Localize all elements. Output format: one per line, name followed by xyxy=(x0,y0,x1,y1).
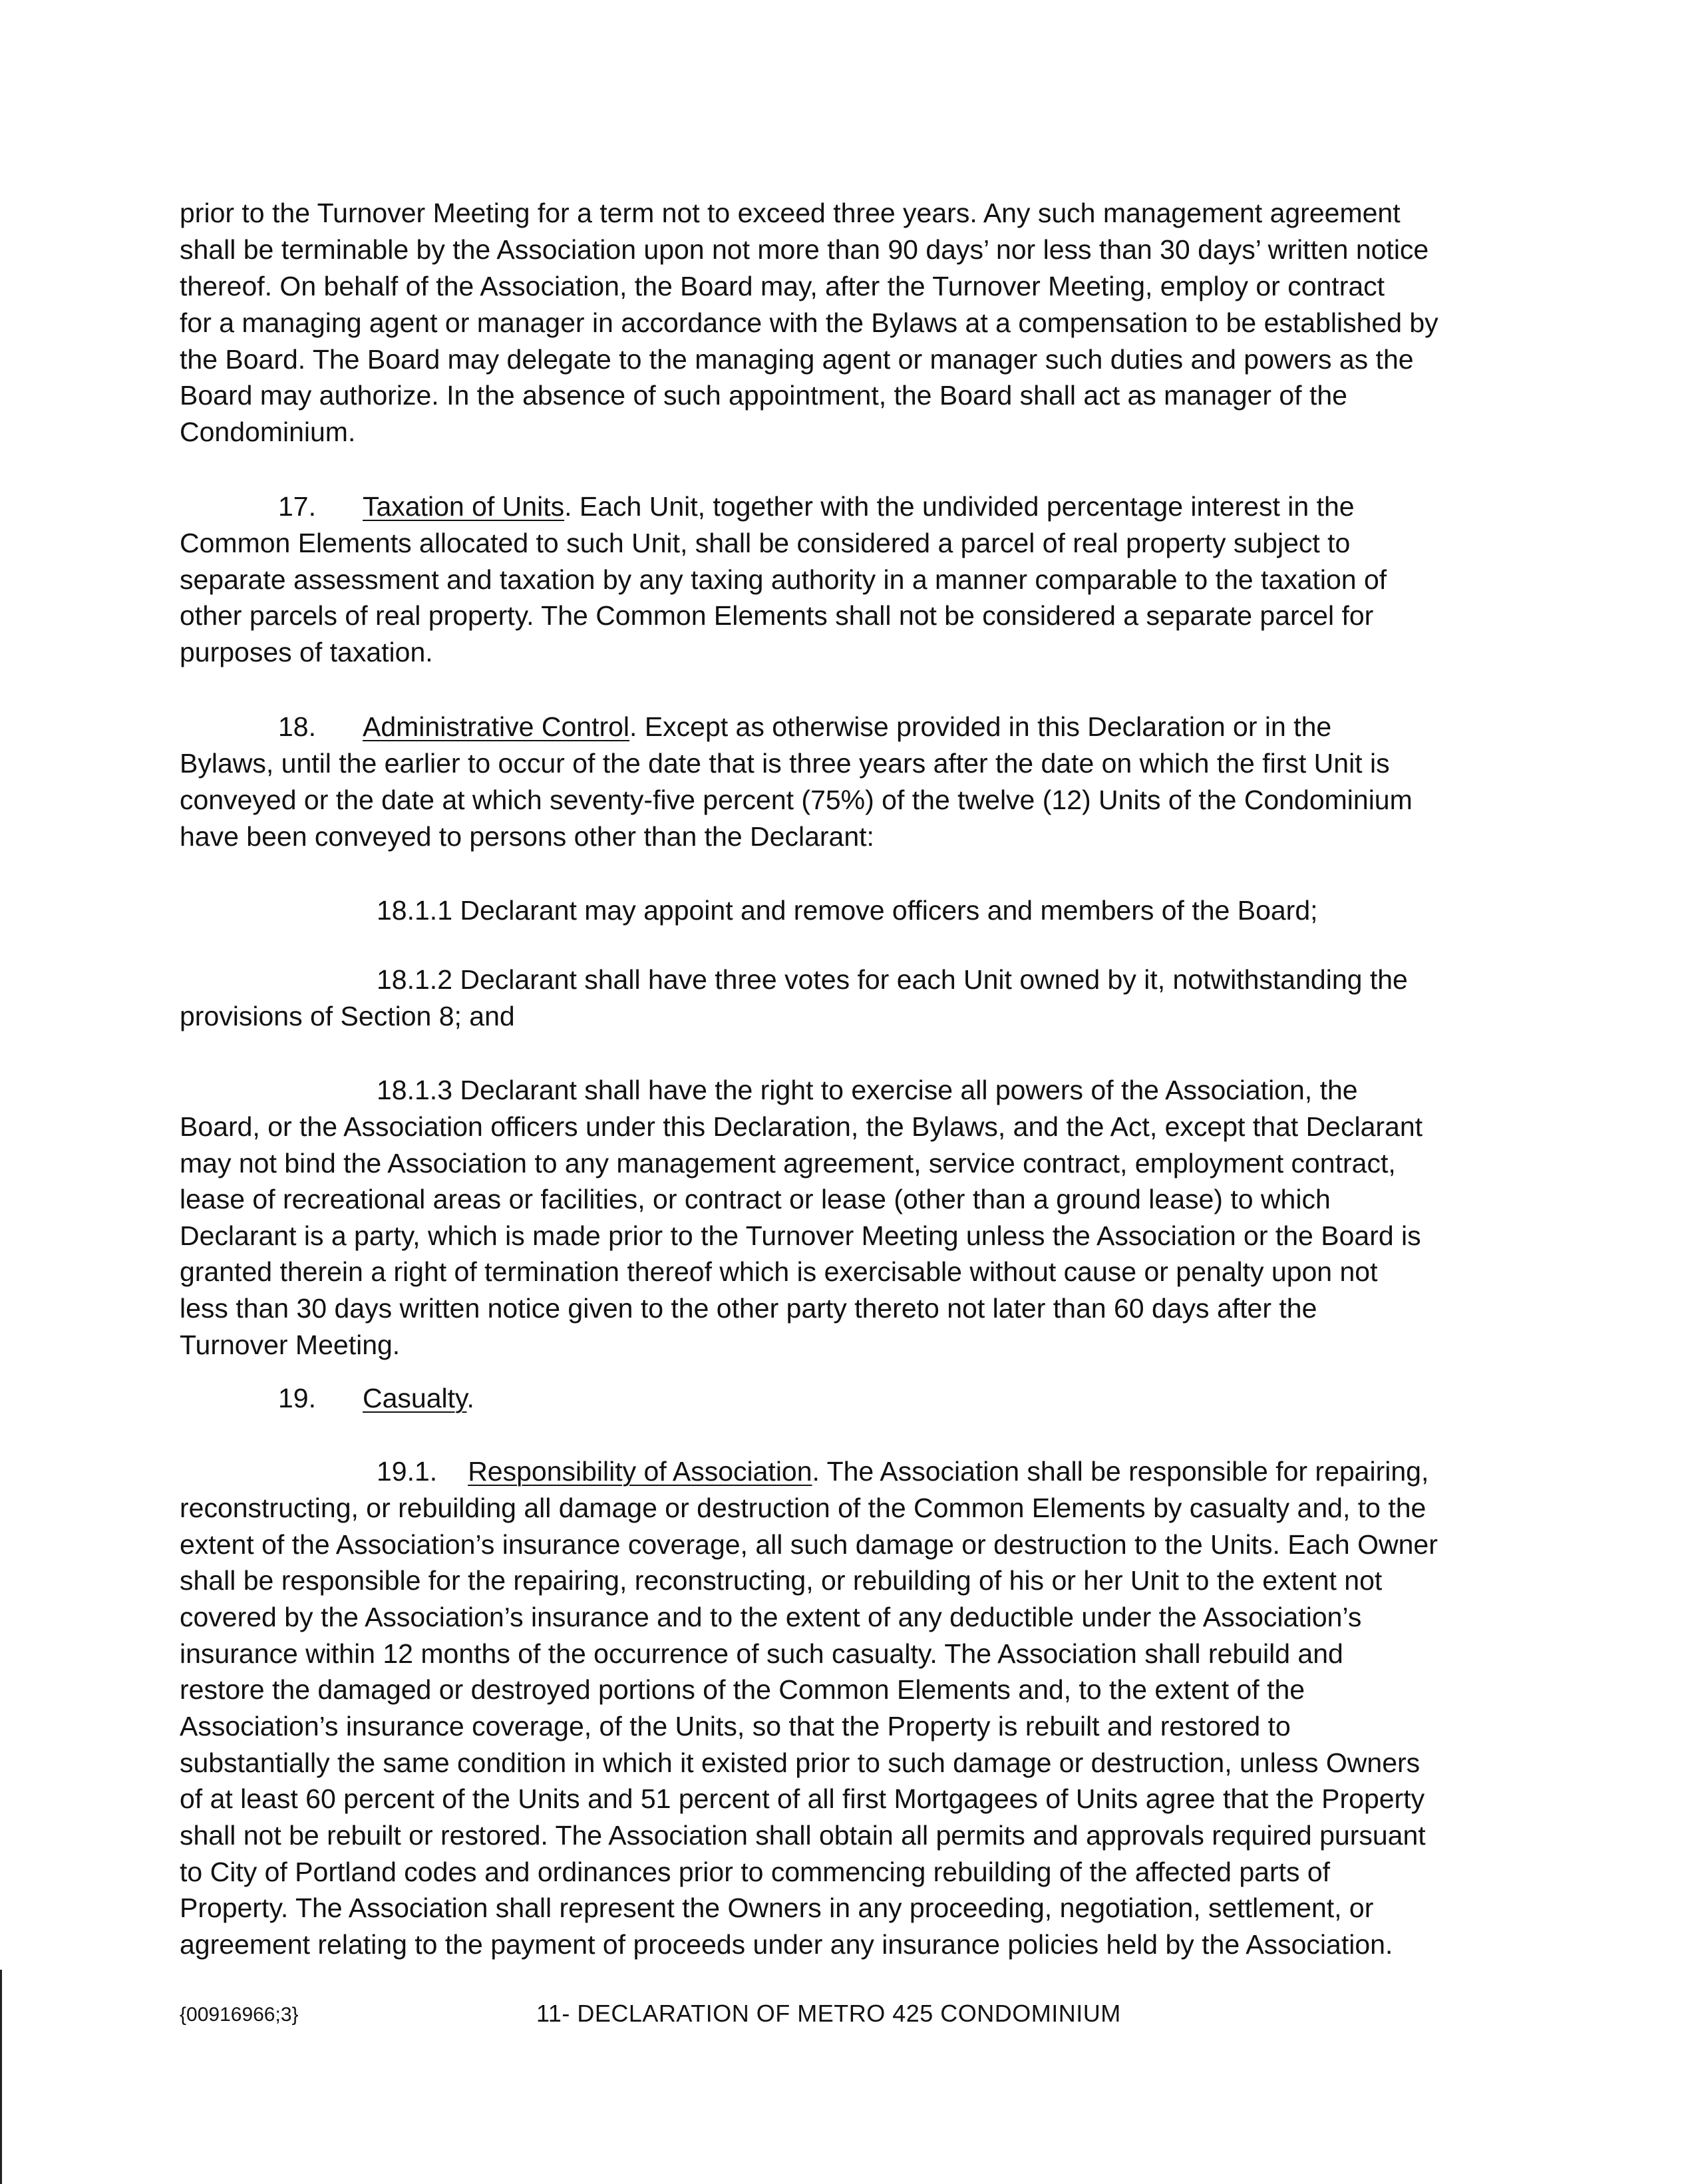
item-18-1-3-line: granted therein a right of termination thereof which is exercisable without cause or penalty upon not xyxy=(180,1256,1378,1287)
section-17-heading: Taxation of Units xyxy=(363,491,565,522)
section-17-number: 17. xyxy=(278,491,316,522)
item-18-1-2-first-line: 18.1.2 Declarant shall have three votes for each Unit owned by it, notwithstanding the xyxy=(377,964,1408,995)
item-19-1-line: reconstructing, or rebuilding all damage or destruction of the Common Elements by casualty and, to the xyxy=(180,1493,1427,1523)
section-18-heading: Administrative Control xyxy=(363,711,630,742)
item-19-1-line: restore the damaged or destroyed portions of the Common Elements and, to the extent of the xyxy=(180,1674,1305,1705)
section-18-line: conveyed or the date at which seventy-five percent (75%) of the twelve (12) Units of the Condominium xyxy=(180,785,1413,815)
item-18-1-3-line: lease of recreational areas or facilities, or contract or lease (other than a ground lease) to which xyxy=(180,1184,1331,1214)
item-19-1-line: agreement relating to the payment of proceeds under any insurance policies held by the Association. xyxy=(180,1929,1393,1960)
item-19-1-line: extent of the Association’s insurance coverage, all such damage or destruction to the Units. Each Owner xyxy=(180,1529,1438,1560)
footer-title: 11- DECLARATION OF METRO 425 CONDOMINIUM xyxy=(536,2000,1121,2027)
intro-line: thereof. On behalf of the Association, the Board may, after the Turnover Meeting, employ or contract xyxy=(180,271,1385,301)
footer-document-id: {00916966;3} xyxy=(180,2004,299,2026)
section-19-heading: Casualty xyxy=(363,1383,467,1413)
section-18-line: have been conveyed to persons other than the Declarant: xyxy=(180,821,874,852)
item-19-1-line: shall be responsible for the repairing, reconstructing, or rebuilding of his or her Unit to the extent not xyxy=(180,1565,1383,1596)
item-18-1-3-line: Declarant is a party, which is made prior to the Turnover Meeting unless the Association or the Board is xyxy=(180,1220,1421,1251)
item-19-1-line: substantially the same condition in which it existed prior to such damage or destruction, unless Owners xyxy=(180,1747,1421,1778)
item-19-1-line: Association’s insurance coverage, of the Units, so that the Property is rebuilt and restored to xyxy=(180,1711,1291,1741)
item-19-1-line: covered by the Association’s insurance and to the extent of any deductible under the Association’s xyxy=(180,1602,1362,1632)
item-19-1-line: insurance within 12 months of the occurrence of such casualty. The Association shall rebuild and xyxy=(180,1638,1343,1669)
item-19-1-line: Property. The Association shall represent the Owners in any proceeding, negotiation, settlement, or xyxy=(180,1893,1374,1923)
item-19-1-line: of at least 60 percent of the Units and 51 percent of all first Mortgagees of Units agree that the Property xyxy=(180,1783,1425,1814)
item-18-1-2-line: provisions of Section 8; and xyxy=(180,1001,515,1031)
section-17-first-line xyxy=(278,488,1355,525)
scan-edge-mark xyxy=(0,1970,2,2184)
item-18-1-3-line: less than 30 days written notice given to the other party thereto not later than 60 days after the xyxy=(180,1293,1317,1324)
section-18-line: Bylaws, until the earlier to occur of the date that is three years after the date on which the first Unit is xyxy=(180,748,1390,779)
item-18-1-3-first-line: 18.1.3 Declarant shall have the right to exercise all powers of the Association, the xyxy=(377,1075,1358,1105)
section-17-line: separate assessment and taxation by any taxing authority in a manner comparable to the taxation of xyxy=(180,564,1387,595)
item-19-1-number: 19.1. xyxy=(377,1456,438,1487)
item-18-1-3-line: Board, or the Association officers under this Declaration, the Bylaws, and the Act, except that Declarant xyxy=(180,1111,1423,1142)
section-17-line: other parcels of real property. The Common Elements shall not be considered a separate parcel for xyxy=(180,600,1374,631)
item-19-1-first-line xyxy=(377,1453,1429,1490)
intro-line: Condominium. xyxy=(180,417,356,447)
item-18-1-3-line: Turnover Meeting. xyxy=(180,1330,401,1360)
intro-line: shall be terminable by the Association upon not more than 90 days’ nor less than 30 days’ written notice xyxy=(180,234,1429,265)
intro-line: the Board. The Board may delegate to the managing agent or manager such duties and powers as the xyxy=(180,344,1414,375)
section-19-number: 19. xyxy=(278,1383,316,1413)
section-17-first-line-rest: . Each Unit, together with the undivided percentage interest in the xyxy=(564,491,1355,522)
intro-line: prior to the Turnover Meeting for a term not to exceed three years. Any such management agreement xyxy=(180,198,1401,228)
item-19-1-heading: Responsibility of Association xyxy=(468,1456,812,1487)
item-18-1-3-line: may not bind the Association to any management agreement, service contract, employment contract, xyxy=(180,1148,1396,1179)
intro-line: Board may authorize. In the absence of such appointment, the Board shall act as manager of the xyxy=(180,380,1347,411)
item-19-1-first-line-rest: . The Association shall be responsible for repairing, xyxy=(812,1456,1429,1487)
intro-line: for a managing agent or manager in accordance with the Bylaws at a compensation to be established by xyxy=(180,307,1438,338)
item-18-1-1-first-line: 18.1.1 Declarant may appoint and remove officers and members of the Board; xyxy=(377,895,1318,926)
item-19-1-line: to City of Portland codes and ordinances prior to commencing rebuilding of the affected parts of xyxy=(180,1857,1331,1887)
item-19-1-line: shall not be rebuilt or restored. The Association shall obtain all permits and approvals required pursuant xyxy=(180,1820,1426,1851)
section-18-first-line-rest: . Except as otherwise provided in this Declaration or in the xyxy=(629,711,1332,742)
section-17-line: Common Elements allocated to such Unit, shall be considered a parcel of real property subject to xyxy=(180,528,1351,558)
section-17-line: purposes of taxation. xyxy=(180,637,433,667)
section-19-first-line xyxy=(278,1380,474,1417)
section-18-number: 18. xyxy=(278,711,316,742)
section-19-heading-suffix: . xyxy=(466,1383,474,1413)
section-18-first-line xyxy=(278,709,1331,745)
